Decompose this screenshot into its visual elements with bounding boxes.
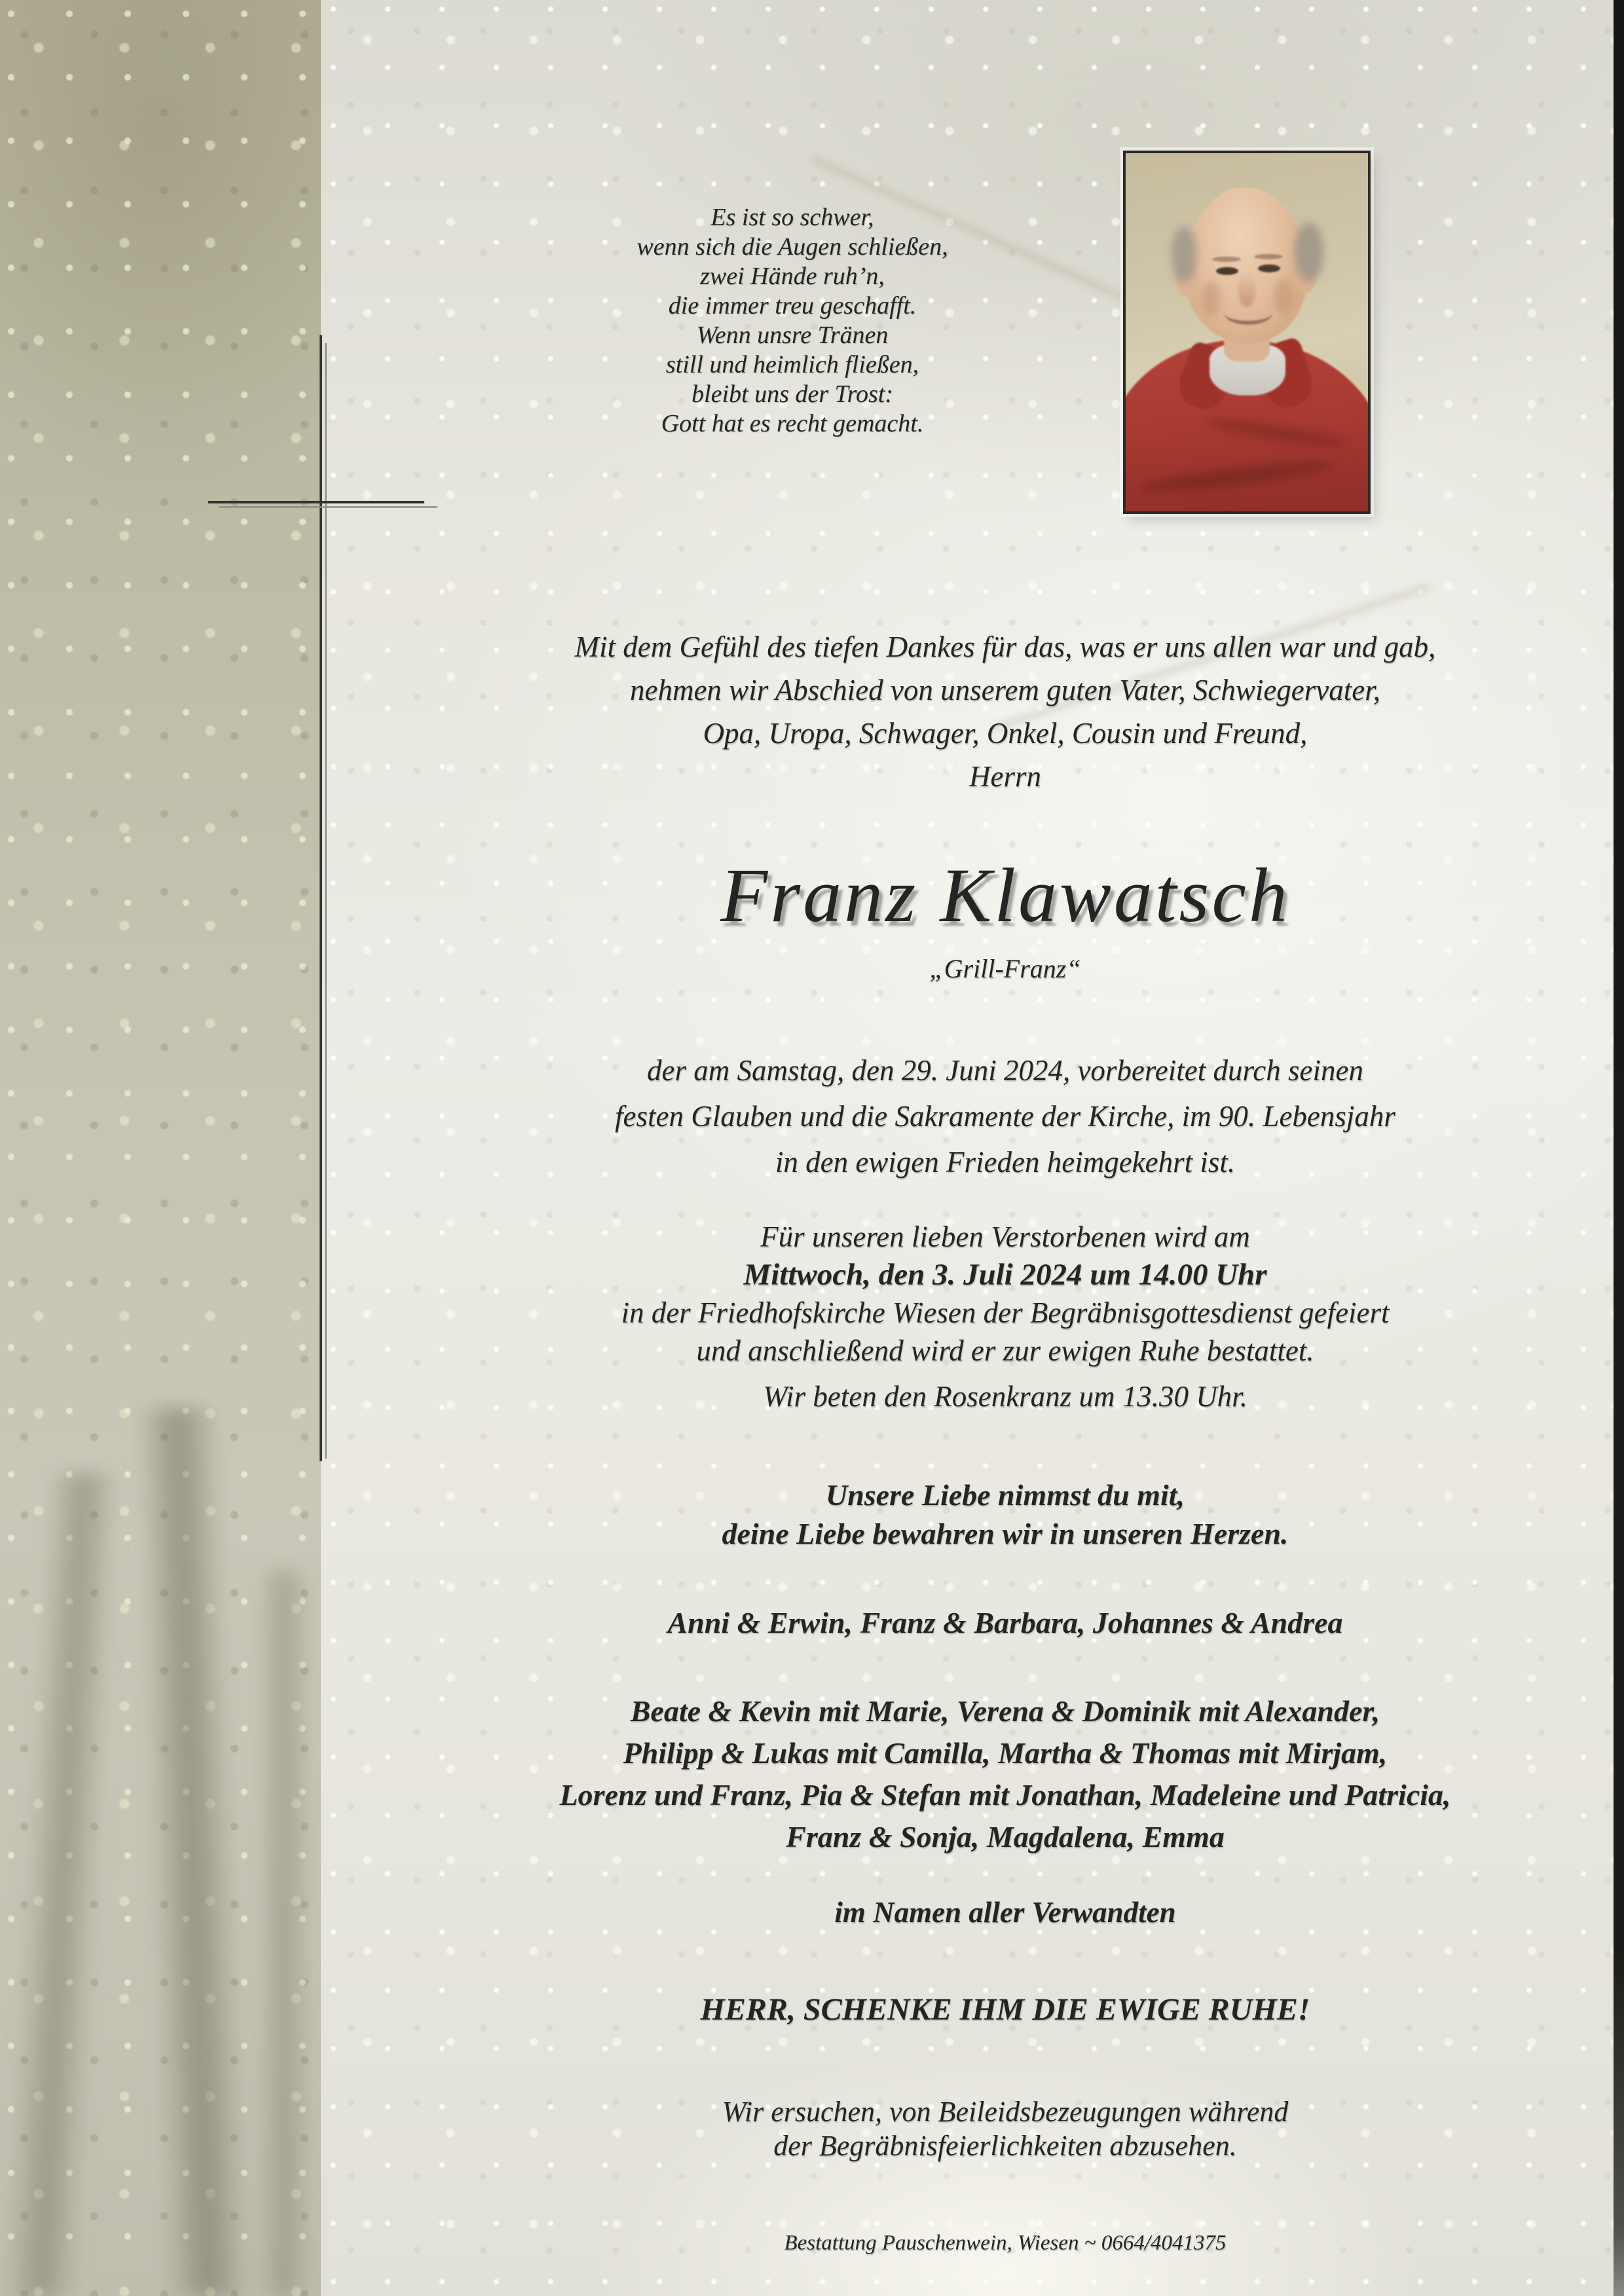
hair-shape	[1295, 223, 1323, 282]
relatives-line: Franz & Sonja, Magdalena, Emma	[786, 1820, 1225, 1853]
poem-line: Es ist so schwer,	[710, 204, 874, 231]
children-names: Anni & Erwin, Franz & Barbara, Johannes & Andrea	[667, 1606, 1343, 1639]
deceased-name: Franz Klawatsch	[720, 852, 1290, 938]
intro-line: Mit dem Gefühl des tiefen Dankes für das, was er uns allen war und gab,	[574, 630, 1436, 663]
deceased-name-block	[504, 851, 1506, 984]
deceased-nickname: „Grill-Franz“	[929, 954, 1081, 983]
poem-line: Wenn unsre Tränen	[696, 321, 889, 349]
farewell-line: deine Liebe bewahren wir in unseren Herzen.	[722, 1517, 1289, 1550]
funeral-church-line: in der Friedhofskirche Wiesen der Begräbnisgottesdienst gefeiert	[621, 1296, 1390, 1329]
family-closing-line: im Namen aller Verwandten	[834, 1896, 1176, 1929]
cheek-shape	[1274, 279, 1293, 313]
farewell-line: Unsere Liebe nimmst du mit,	[825, 1478, 1185, 1512]
funeral-home-footer: Bestattung Pauschenwein, Wiesen ~ 0664/4041375	[784, 2231, 1227, 2255]
rosary-line: Wir beten den Rosenkranz um 13.30 Uhr.	[763, 1380, 1247, 1413]
poem-line: wenn sich die Augen schließen,	[637, 233, 948, 261]
cheek-shape	[1202, 282, 1221, 316]
cross-horizontal-shadow-line	[219, 506, 437, 508]
condolence-line: der Begräbnisfeierlichkeiten abzusehen.	[773, 2130, 1237, 2162]
poem-line: die immer treu geschafft.	[668, 292, 917, 319]
portrait-photo	[1123, 151, 1371, 514]
relatives-line: Philipp & Lukas mit Camilla, Martha & Thomas mit Mirjam,	[623, 1736, 1388, 1770]
relatives-line: Lorenz und Franz, Pia & Stefan mit Jonathan, Madeleine und Patricia,	[559, 1778, 1451, 1812]
portrait-scene	[1126, 153, 1368, 511]
prayer-line: HERR, SCHENKE IHM DIE EWIGE RUHE!	[700, 1992, 1310, 2027]
farewell-verse	[504, 1476, 1506, 1553]
poem-line: bleibt uns der Trost:	[692, 380, 893, 408]
relatives-line: Beate & Kevin mit Marie, Verena & Dominik mit Alexander,	[630, 1694, 1380, 1728]
funeral-datetime: Mittwoch, den 3. Juli 2024 um 14.00 Uhr	[743, 1258, 1267, 1292]
funeral-details	[504, 1218, 1506, 1415]
eyebrow-shape	[1254, 254, 1283, 259]
funeral-intro-line: Für unseren lieben Verstorbenen wird am	[760, 1220, 1250, 1253]
memorial-poem	[563, 203, 1022, 439]
death-line: in den ewigen Frieden heimgekehrt ist.	[775, 1146, 1236, 1178]
poem-line: Gott hat es recht gemacht.	[661, 410, 924, 437]
poem-line: still und heimlich fließen,	[665, 351, 919, 378]
smile-shape	[1224, 301, 1272, 325]
scan-edge-bar	[1614, 0, 1624, 2296]
poem-line: zwei Hände ruh’n,	[700, 263, 885, 290]
cross-vertical-line	[320, 335, 322, 1461]
death-line: der am Samstag, den 29. Juni 2024, vorbereitet durch seinen	[647, 1054, 1363, 1087]
condolence-request	[504, 2095, 1506, 2163]
death-line: festen Glauben und die Sakramente der Kirche, im 90. Lebensjahr	[615, 1100, 1395, 1133]
eye-shape	[1258, 264, 1280, 272]
farewell-introduction	[504, 625, 1506, 798]
cross-horizontal-line	[208, 501, 424, 503]
condolence-line: Wir ersuchen, von Beileidsbezeugungen während	[722, 2096, 1289, 2128]
intro-line: Herrn	[969, 760, 1041, 793]
hair-shape	[1172, 227, 1196, 283]
intro-line: nehmen wir Abschied von unserem guten Vater, Schwiegervater,	[629, 674, 1381, 706]
intro-line: Opa, Uropa, Schwager, Onkel, Cousin und Freund,	[703, 717, 1308, 750]
tree-trunk-shape	[259, 1571, 311, 2296]
relatives-names	[504, 1690, 1506, 1858]
death-notice	[504, 1048, 1506, 1185]
cross-vertical-shadow-line	[325, 343, 327, 1459]
eye-shape	[1216, 267, 1238, 275]
funeral-burial-line: und anschließend wird er zur ewigen Ruhe bestattet.	[696, 1334, 1314, 1367]
eyebrow-shape	[1212, 257, 1241, 262]
